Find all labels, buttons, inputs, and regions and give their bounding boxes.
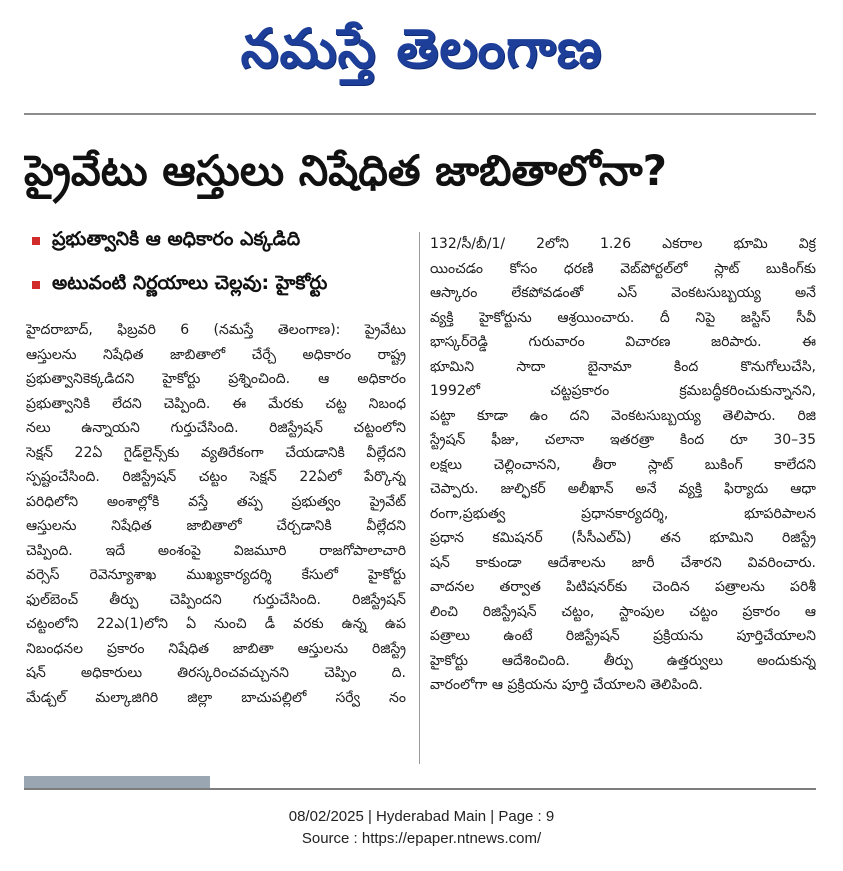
body-line: ఆస్తులను నిషేధిత జాబితాలో చేర్చే అధికారం రాష్ట్ర <box>26 346 406 363</box>
body-line: చెప్పారు. జుల్ఫికర్ అలీఖాన్ అనే వ్యక్తి ఫిర్యాదు ఆధా <box>430 481 816 497</box>
body-line: వారంలోగా ఆ ప్రక్రియను పూర్తి చేయాలని తెలిపింది. <box>430 677 703 693</box>
body-line: రంగా,ప్రభుత్వ ప్రధానకార్యదర్శి, భూపరిపాలన <box>430 505 816 522</box>
body-line: 132/సీ/బీ/1/ 2లోని 1.26 ఎకరాల భూమి విక్ర <box>430 236 816 252</box>
body-line: నలు ఉన్నాయని గుర్తుచేసింది. రిజిస్ట్రేషన్ చట్టంలోని <box>26 420 406 436</box>
body-line: హైకోర్టు ఆదేశించింది. తీర్పు ఉత్తర్వులు అందుకున్న <box>430 652 816 669</box>
body-line: ప్రభుత్వానికి లేదని చెప్పింది. ఈ మేరకు చట్ట నిబంధ <box>26 395 406 412</box>
subhead-text: అటువంటి నిర్ణయాలు చెల్లవు: హైకోర్టు <box>52 271 328 294</box>
body-line: లక్షలు చెల్లించానని, తీరా స్లాట్ బుకింగ్ కాలేదని <box>430 456 816 473</box>
body-line: స్పష్టంచేసింది. రిజిస్ట్రేషన్ చట్టం సెక్షన్ 22ఏలో పేర్కొన్న <box>26 469 406 485</box>
body-line: యించడం కోసం ధరణి వెబ్‌పోర్టల్‌లో స్లాట్ బుకింగ్‌కు <box>430 260 816 277</box>
footer-divider <box>24 788 816 790</box>
article-headline: ప్రైవేటు ఆస్తులు నిషేధిత జాబితాలోనా? <box>24 146 667 195</box>
body-line: మేడ్చల్ మల్కాజిగిరి జిల్లా బాచుపల్లిలో సర్వే నం <box>26 689 406 706</box>
body-line: ఆస్తులను నిషేధిత జాబితాలో చేర్చడానికి వీల్లేదని <box>26 518 406 534</box>
body-line: పరిధిలోని అంశాల్లోకి వస్తే తప్ప ప్రభుత్వం ప్రైవేట్ <box>26 493 406 510</box>
column-divider <box>419 232 420 764</box>
body-line: ఫుల్‌బెంచ్ తీర్పు చెప్పిందని గుర్తుచేసింది. రిజిస్ట్రేషన్ <box>26 591 406 608</box>
body-line: వర్సెస్ రెవెన్యూశాఖ ముఖ్యకార్యదర్శి కేసులో హైకోర్టు <box>26 567 406 583</box>
body-line: చట్టంలోని 22ఎ(1)లోని ఏ నుంచి డీ వరకు ఉన్న ఉప <box>26 616 406 632</box>
body-line: స్ట్రేషన్ ఫీజు, చలానా ఇతరత్రా కింద రూ 30–35 <box>430 432 816 448</box>
body-line: వాదనల తర్వాత పిటిషనర్‌కు చెందిన పత్రాలను పరిశీ <box>430 579 816 595</box>
body-line: షన్ అధికారులు తిరస్కరించవచ్చునని చెప్పిం ది. <box>26 665 406 681</box>
article-body-left-column <box>26 318 406 710</box>
footer-source-link[interactable]: Source : https://epaper.ntnews.com/ <box>301 830 542 847</box>
body-line: లించి రిజిస్ట్రేషన్ చట్టం, స్టాంపుల చట్టం ప్రకారం ఆ <box>430 603 816 620</box>
body-line: పత్రాలు ఉంటే రిజిస్ట్రేషన్ ప్రక్రియను పూర్తిచేయాలని <box>430 628 816 644</box>
red-square-bullet-icon <box>32 237 40 245</box>
body-line: ప్రధాన కమిషనర్ (సీసీఎల్ఏ) తన భూమిని రిజిస్ట్రే <box>430 530 816 546</box>
body-line: పట్టా కూడా ఉం దని వెంకటసుబ్బయ్య తెలిపారు. రిజి <box>430 407 816 424</box>
masthead-logo-title: నమస్తే తెలంగాణ <box>240 17 603 80</box>
body-line: ప్రభుత్వానికెక్కడిదని హైకోర్టు ప్రశ్నించింది. ఆ అధికారం <box>26 371 406 387</box>
body-line: హైదరాబాద్, ఫిబ్రవరి 6 (నమస్తే తెలంగాణ): ప్రైవేటు <box>26 322 406 338</box>
body-line: వ్యక్తి హైకోర్టును ఆశ్రయించారు. దీ నిపై జస్టిస్ సీవీ <box>430 309 816 326</box>
subhead-1 <box>24 224 416 258</box>
body-line: నిబంధనల ప్రకారం నిషేధిత జాబితా ఆస్తులను రిజిస్ట్రే <box>26 640 406 657</box>
article-body-right-column <box>430 232 816 698</box>
red-square-bullet-icon <box>32 281 40 289</box>
body-line: ఆస్కారం లేకపోవడంతో ఎస్ వెంకటసుబ్బయ్య అనే <box>430 285 816 301</box>
masthead <box>0 0 843 100</box>
subhead-2 <box>24 268 416 302</box>
masthead-divider <box>24 113 816 115</box>
body-line: సెక్షన్ 22ఏ గైడ్‌లైన్స్‌కు వ్యతిరేకంగా చేయడానికి వీల్లేదని <box>26 444 406 461</box>
body-line: భాస్కర్‌రెడ్డి గురువారం విచారణ జరిపారు. ఈ <box>430 334 816 350</box>
body-line: షన్ కాకుండా ఆదేశాలను జారీ చేశారని వివరించారు. <box>430 554 816 571</box>
subhead-text: ప్రభుత్వానికి ఆ అధికారం ఎక్కడిది <box>52 227 301 250</box>
body-line: 1992లో చట్టప్రకారం క్రమబద్ధీకరించుకున్నానని, <box>430 383 816 399</box>
footer-edition-info: 08/02/2025 | Hyderabad Main | Page : 9 <box>288 808 555 825</box>
body-line: చెప్పింది. ఇదే అంశంపై విజమూరి రాజగోపాలాచారి <box>26 542 406 559</box>
body-line: భూమిని సాదా బైనామా కింద కొనుగోలుచేసి, <box>430 358 816 375</box>
